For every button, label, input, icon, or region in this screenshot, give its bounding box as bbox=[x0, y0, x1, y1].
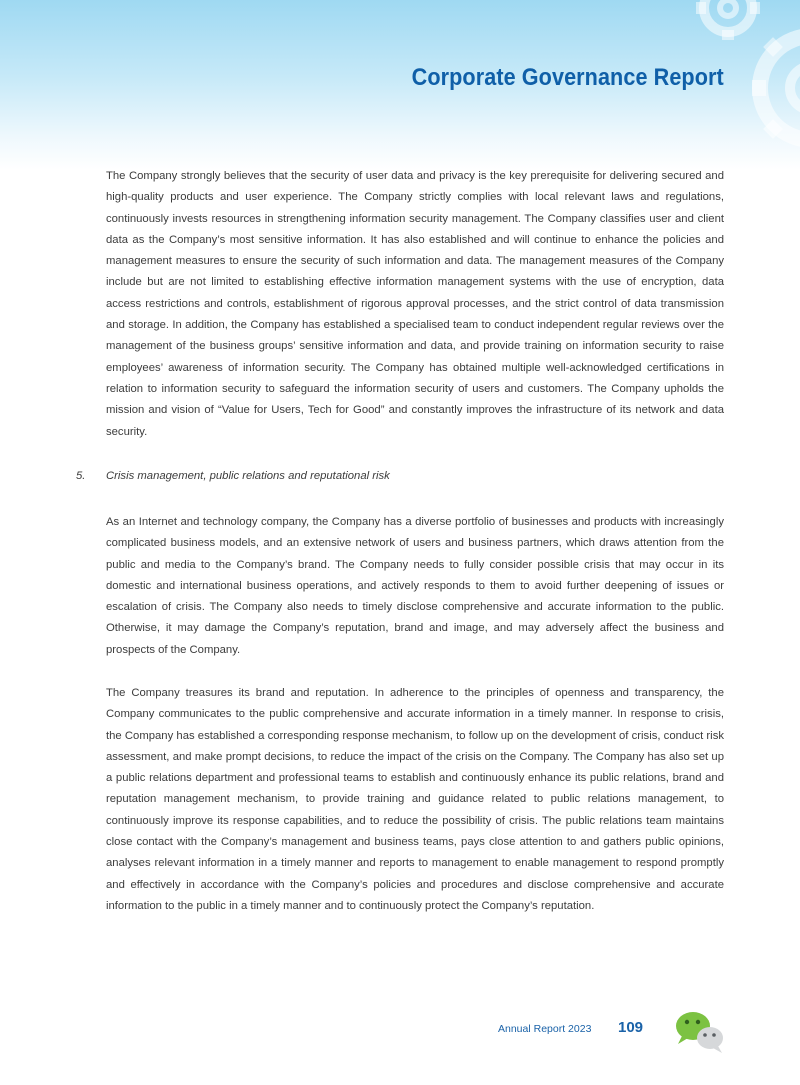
page-number: 109 bbox=[618, 1019, 644, 1036]
wechat-logo-icon bbox=[672, 1008, 728, 1054]
section-title: Crisis management, public relations and reputational risk bbox=[106, 470, 390, 482]
footer-report-label: Annual Report 2023 bbox=[498, 1023, 592, 1035]
page-title: Corporate Governance Report bbox=[411, 64, 724, 91]
section-number: 5. bbox=[76, 470, 86, 482]
paragraph-brand-reputation: The Company treasures its brand and reputation. In adherence to the principles of openness and transparency, the Company communicates to the public comprehensive and accurate information in a timely manner. In response to crisis, the Company has established a corresponding response mechanism, to follow up on the development of crisis, conduct risk assessment, and make prompt decisions, to reduce the impact of the crisis on the Company. The Company has also set up a public relations department and professional teams to establish and continuously enhance its public relations, brand and reputation management mechanism, to provide training and guidance related to public relations management, to continuously improve its response capabilities, and to reduce the possibility of crisis. The public relations team maintains close contact with the Company’s management and business teams, pays close attention to and gathers public opinions, analyses relevant information in a timely manner and reports to management to enable management to respond promptly and effectively in accordance with the Company’s policies and procedures and disclose comprehensive and accurate information to the public in a timely manner and to continuously protect the Company’s reputation. bbox=[106, 687, 724, 912]
paragraph-information-security: The Company strongly believes that the security of user data and privacy is the key prerequisite for delivering secured and high-quality products and user experience. The Company strictly complies with local relevant laws and regulations, continuously invests resources in strengthening information security management. The Company classifies user and client data as the Company’s most sensitive information. It has also established and will continue to enhance the policies and management measures to ensure the security of such information and data. The management measures of the Company include but are not limited to establishing effective information management systems with the use of encryption, data access restrictions and controls, establishment of rigorous approval processes, and the strict control of data transmission and storage. In addition, the Company has established a specialised team to conduct independent regular reviews over the management of the business groups’ sensitive information and data, and provide training on information security to raise employees’ awareness of information security. The Company has obtained multiple well-acknowledged certifications in relation to information security to safeguard the information security of users and customers. The Company upholds the mission and vision of “Value for Users, Tech for Good” and constantly improves the infrastructure of its network and data security. bbox=[106, 170, 724, 438]
paragraph-crisis-risk: As an Internet and technology company, the Company has a diverse portfolio of businesses and products with increasingly complicated business models, and an extensive network of users and business partners, which draws attention from the public and media to the Company’s brand. The Company needs to fully consider possible crisis that may occur in its domestic and international business operations, and actively responds to them to avoid further deepening of issues or escalation of crisis. The Company also needs to timely disclose comprehensive and accurate information to the public. Otherwise, it may damage the Company’s reputation, brand and image, and may adversely affect the business and prospects of the Company. bbox=[106, 516, 724, 656]
